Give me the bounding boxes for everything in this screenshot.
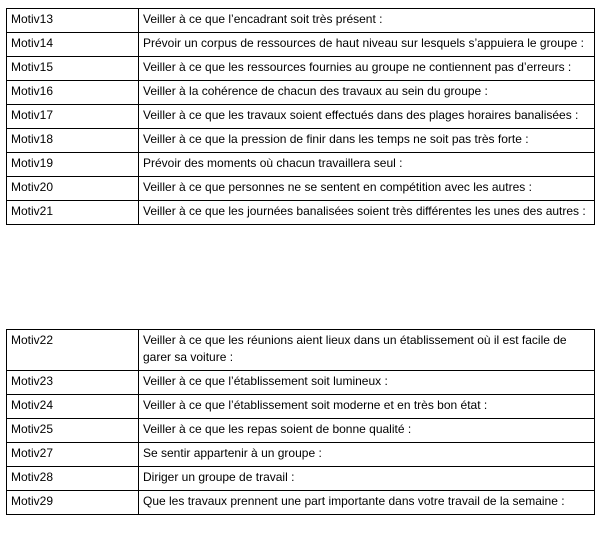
motiv-table-1	[6, 8, 595, 225]
motiv-text: Veiller à ce que l’encadrant soit très présent :	[139, 9, 595, 33]
table-row	[7, 33, 595, 57]
motiv-text: Veiller à ce que personnes ne se sentent en compétition avec les autres :	[139, 177, 595, 201]
motiv-text: Diriger un groupe de travail :	[139, 467, 595, 491]
motiv-code: Motiv22	[7, 330, 139, 371]
table-row	[7, 105, 595, 129]
motiv-text: Veiller à ce que les ressources fournies au groupe ne contiennent pas d’erreurs :	[139, 57, 595, 81]
motiv-code: Motiv28	[7, 467, 139, 491]
motiv-code: Motiv17	[7, 105, 139, 129]
motiv-text: Veiller à ce que l’établissement soit moderne et en très bon état :	[139, 395, 595, 419]
motiv-code: Motiv16	[7, 81, 139, 105]
table-row	[7, 9, 595, 33]
motiv-text: Veiller à ce que l’établissement soit lumineux :	[139, 371, 595, 395]
motiv-text: Se sentir appartenir à un groupe :	[139, 443, 595, 467]
table-row	[7, 371, 595, 395]
motiv-code: Motiv25	[7, 419, 139, 443]
motiv-text: Veiller à ce que les journées banalisées soient très différentes les unes des autres :	[139, 201, 595, 225]
table-row	[7, 419, 595, 443]
table-row	[7, 330, 595, 371]
motiv-code: Motiv21	[7, 201, 139, 225]
motiv-text: Prévoir un corpus de ressources de haut niveau sur lesquels s’appuiera le groupe :	[139, 33, 595, 57]
motiv-code: Motiv23	[7, 371, 139, 395]
table-row	[7, 177, 595, 201]
motiv-code: Motiv19	[7, 153, 139, 177]
table-row	[7, 201, 595, 225]
table-row	[7, 395, 595, 419]
motiv-text: Veiller à ce que la pression de finir dans les temps ne soit pas très forte :	[139, 129, 595, 153]
motiv-code: Motiv27	[7, 443, 139, 467]
motiv-code: Motiv29	[7, 491, 139, 515]
motiv-text: Veiller à ce que les réunions aient lieux dans un établissement où il est facile de garer sa voiture :	[139, 330, 595, 371]
motiv-text: Prévoir des moments où chacun travaillera seul :	[139, 153, 595, 177]
table-row	[7, 57, 595, 81]
motiv-text: Veiller à la cohérence de chacun des travaux au sein du groupe :	[139, 81, 595, 105]
motiv-text: Veiller à ce que les travaux soient effectués dans des plages horaires banalisées :	[139, 105, 595, 129]
table-row	[7, 467, 595, 491]
table-row	[7, 153, 595, 177]
motiv-code: Motiv24	[7, 395, 139, 419]
motiv-text: Que les travaux prennent une part importante dans votre travail de la semaine :	[139, 491, 595, 515]
motiv-code: Motiv18	[7, 129, 139, 153]
motiv-code: Motiv15	[7, 57, 139, 81]
motiv-code: Motiv20	[7, 177, 139, 201]
table-row	[7, 443, 595, 467]
motiv-code: Motiv14	[7, 33, 139, 57]
table-row	[7, 81, 595, 105]
table-row	[7, 491, 595, 515]
motiv-table-2	[6, 329, 595, 515]
motiv-code: Motiv13	[7, 9, 139, 33]
table-row	[7, 129, 595, 153]
motiv-text: Veiller à ce que les repas soient de bonne qualité :	[139, 419, 595, 443]
